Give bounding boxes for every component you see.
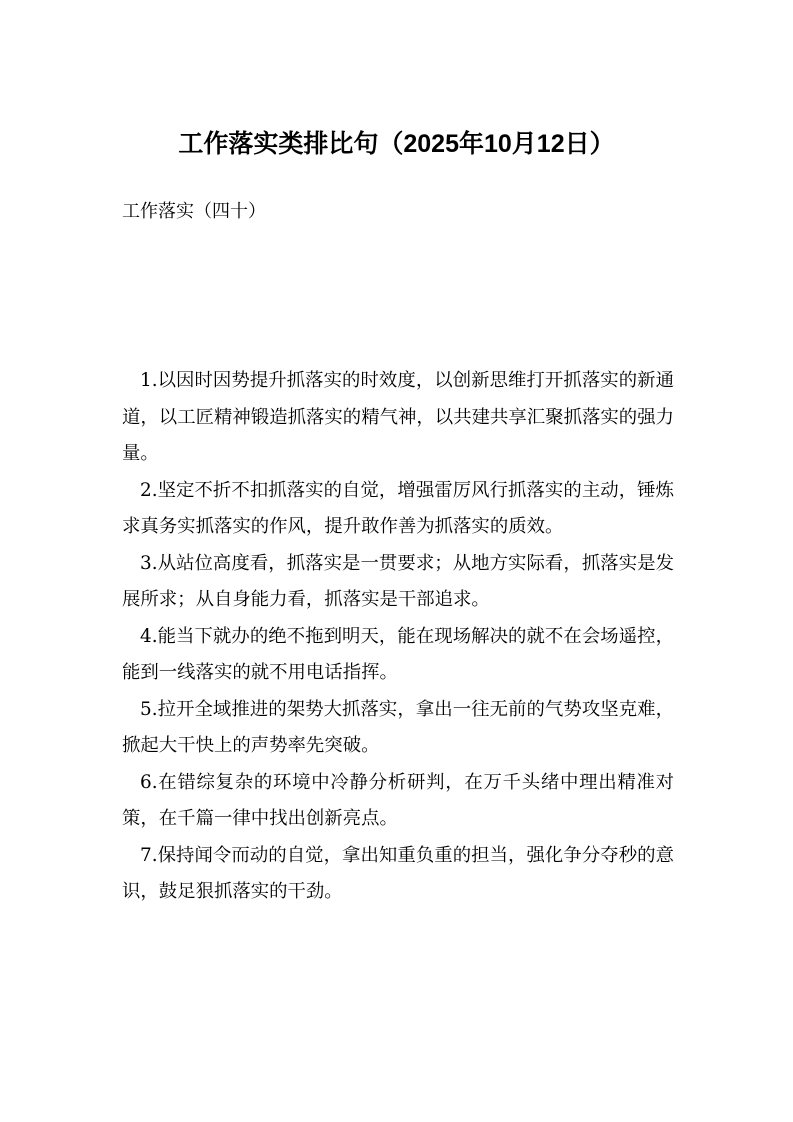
document-title: 工作落实类排比句（2025年10月12日） [178, 130, 615, 158]
document-subtitle: 工作落实（四十） [122, 201, 266, 222]
paragraph-1: 1.以因时因势提升抓落实的时效度，以创新思维打开抓落实的新通道，以工匠精神锻造抓落实的精气神，以共建共享汇聚抓落实的强力量。 [122, 370, 674, 464]
paragraph-4: 4.能当下就办的绝不拖到明天，能在现场解决的就不在会场遥控，能到一线落实的就不用电话指挥。 [122, 625, 674, 683]
paragraph-7: 7.保持闻令而动的自觉，拿出知重负重的担当，强化争分夺秒的意识，鼓足狠抓落实的干劲。 [122, 844, 674, 902]
paragraph-6: 6.在错综复杂的环境中冷静分析研判，在万千头绪中理出精准对策，在千篇一律中找出创新亮点。 [122, 771, 674, 829]
paragraph-2: 2.坚定不折不扣抓落实的自觉，增强雷厉风行抓落实的主动，锤炼求真务实抓落实的作风，提升敢作善为抓落实的质效。 [122, 479, 674, 537]
paragraph-list [122, 363, 674, 911]
paragraph-5: 5.拉开全域推进的架势大抓落实，拿出一往无前的气势攻坚克难，掀起大干快上的声势率先突破。 [122, 698, 674, 756]
paragraph-3: 3.从站位高度看，抓落实是一贯要求；从地方实际看，抓落实是发展所求；从自身能力看，抓落实是干部追求。 [122, 552, 674, 610]
